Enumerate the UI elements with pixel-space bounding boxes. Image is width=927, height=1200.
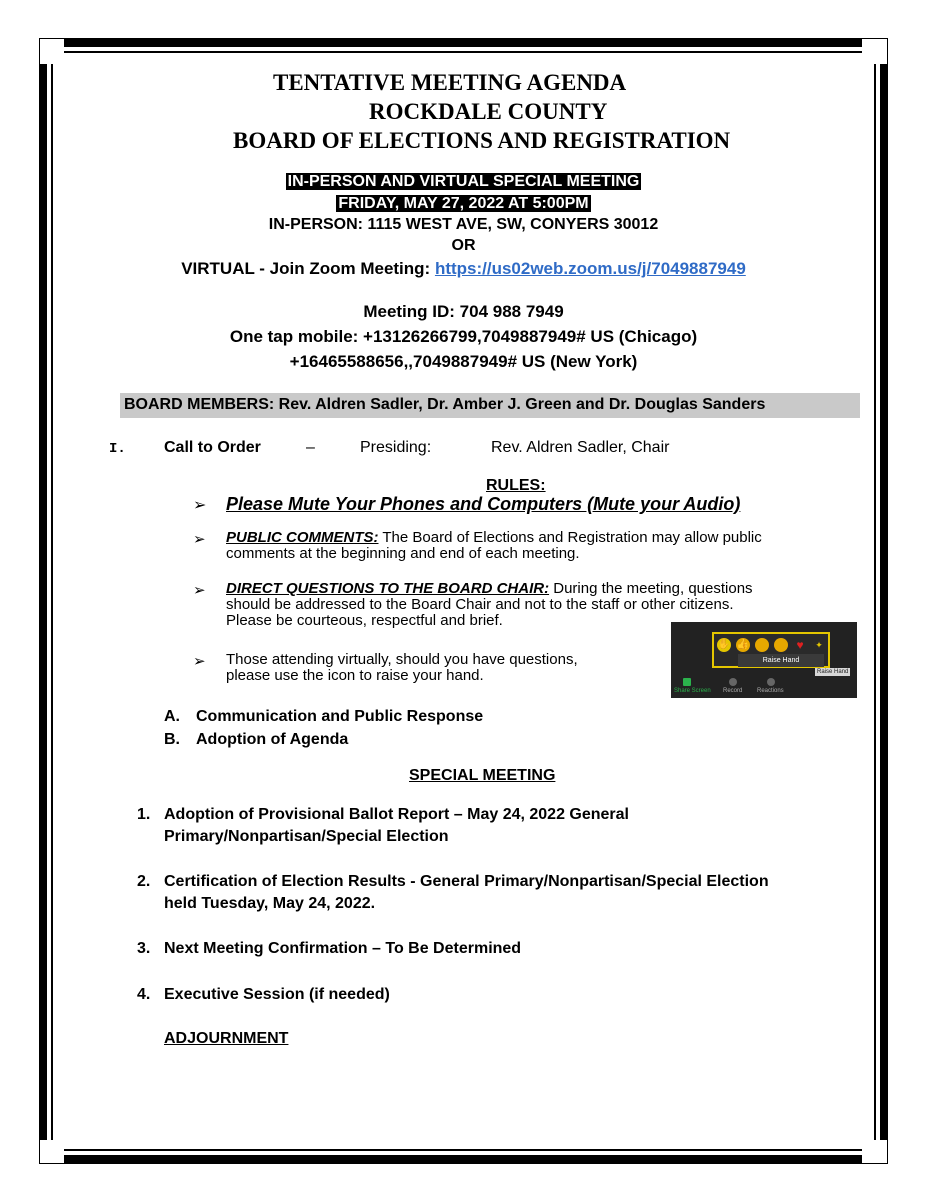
border-top-bar xyxy=(64,39,862,47)
special-item-line: held Tuesday, May 24, 2022. xyxy=(164,895,376,912)
lettered-item-letter: A. xyxy=(164,708,180,725)
special-item-line: Certification of Election Results - General Primary/Nonpartisan/Special Election xyxy=(164,873,769,890)
virtual-row xyxy=(0,259,927,279)
virtual-text-1: Those attending virtually, should you have questions, xyxy=(226,651,578,668)
special-item-number: 2. xyxy=(137,873,151,890)
one-tap-mobile-2: +16465588656,,7049887949# US (New York) xyxy=(289,352,638,371)
one-tap-mobile: One tap mobile: +13126266799,7049887949# US (Chicago) xyxy=(229,327,698,346)
record-label: Record xyxy=(723,688,743,694)
direct-questions-text-2: should be addressed to the Board Chair and not to the staff or other citizens. xyxy=(226,596,734,613)
reactions-panel xyxy=(712,632,830,668)
special-item-line: Primary/Nonpartisan/Special Election xyxy=(164,828,449,845)
record-icon xyxy=(729,678,737,686)
laugh-icon xyxy=(755,638,769,652)
thumbs-up-icon: 👍 xyxy=(736,639,750,650)
adjournment: ADJOURNMENT xyxy=(164,1030,289,1047)
special-item-line: Executive Session (if needed) xyxy=(164,986,390,1003)
share-screen-label: Share Screen xyxy=(674,688,711,694)
meeting-date-row xyxy=(0,194,927,213)
board-members: BOARD MEMBERS: Rev. Aldren Sadler, Dr. Amber J. Green and Dr. Douglas Sanders xyxy=(124,396,766,413)
heart-icon: ♥ xyxy=(796,638,804,652)
surprised-icon xyxy=(774,638,788,652)
special-item-number: 4. xyxy=(137,986,151,1003)
virtual-text-2: please use the icon to raise your hand. xyxy=(226,667,484,684)
special-item-line: Next Meeting Confirmation – To Be Determined xyxy=(164,940,522,957)
call-to-order-dash: – xyxy=(306,439,315,456)
meeting-type: IN-PERSON AND VIRTUAL SPECIAL MEETING xyxy=(287,173,640,190)
lettered-item-letter: B. xyxy=(164,731,180,748)
rule-public-comments xyxy=(226,530,762,562)
border-top-line xyxy=(64,51,862,53)
bullet-icon: ➢ xyxy=(193,497,207,514)
meeting-id: Meeting ID: 704 988 7949 xyxy=(363,302,564,321)
bullet-icon: ➢ xyxy=(193,653,206,670)
lettered-item-text: Communication and Public Response xyxy=(196,708,484,725)
share-screen-icon xyxy=(683,678,691,686)
title-line-1: TENTATIVE MEETING AGENDA xyxy=(273,70,627,95)
reactions-label: Reactions xyxy=(757,688,784,694)
public-comments-label: PUBLIC COMMENTS: xyxy=(226,529,379,546)
title-line-2: ROCKDALE COUNTY xyxy=(369,99,608,124)
party-icon: ✦ xyxy=(815,640,823,650)
rule-virtual xyxy=(226,652,578,684)
meeting-type-row xyxy=(0,172,927,191)
call-to-order-label: Call to Order xyxy=(164,439,261,456)
presiding-chair: Rev. Aldren Sadler, Chair xyxy=(491,439,670,456)
special-item-line: Adoption of Provisional Ballot Report – May 24, 2022 General xyxy=(164,806,629,823)
raise-hand-button: Raise Hand xyxy=(738,654,824,667)
border-bottom-bar xyxy=(64,1155,862,1163)
special-item-number: 3. xyxy=(137,940,151,957)
direct-questions-label: DIRECT QUESTIONS TO THE BOARD CHAIR: xyxy=(226,580,550,597)
direct-questions-text-3: Please be courteous, respectful and brief. xyxy=(226,612,503,629)
lettered-item-text: Adoption of Agenda xyxy=(196,731,349,748)
call-to-order-numeral: I. xyxy=(109,441,126,457)
meeting-date: FRIDAY, MAY 27, 2022 AT 5:00PM xyxy=(338,195,589,212)
public-comments-text-1: The Board of Elections and Registration may allow public xyxy=(378,529,762,546)
rule-mute: Please Mute Your Phones and Computers (Mute your Audio) xyxy=(226,494,741,514)
reactions-icon xyxy=(767,678,775,686)
in-person-address: IN-PERSON: 1115 WEST AVE, SW, CONYERS 30012 xyxy=(268,216,659,233)
virtual-label: VIRTUAL - Join Zoom Meeting: xyxy=(181,259,435,278)
raise-hand-tooltip: Raise Hand xyxy=(817,669,849,675)
border-bottom-line xyxy=(64,1149,862,1151)
title-line-3: BOARD OF ELECTIONS AND REGISTRATION xyxy=(233,128,731,153)
clap-icon: ✋ xyxy=(717,639,731,650)
special-item-number: 1. xyxy=(137,806,151,823)
or-text: OR xyxy=(451,237,476,254)
direct-questions-text-1: During the meeting, questions xyxy=(549,580,753,597)
bullet-icon: ➢ xyxy=(193,582,206,599)
presiding-label: Presiding: xyxy=(360,439,432,456)
public-comments-text-2: comments at the beginning and end of each meeting. xyxy=(226,545,580,562)
rules-heading: RULES: xyxy=(486,477,546,494)
zoom-raise-hand-screenshot xyxy=(671,622,857,698)
zoom-link[interactable]: https://us02web.zoom.us/j/7049887949 xyxy=(434,259,746,278)
bullet-icon: ➢ xyxy=(193,531,206,548)
special-meeting-heading: SPECIAL MEETING xyxy=(409,767,556,784)
